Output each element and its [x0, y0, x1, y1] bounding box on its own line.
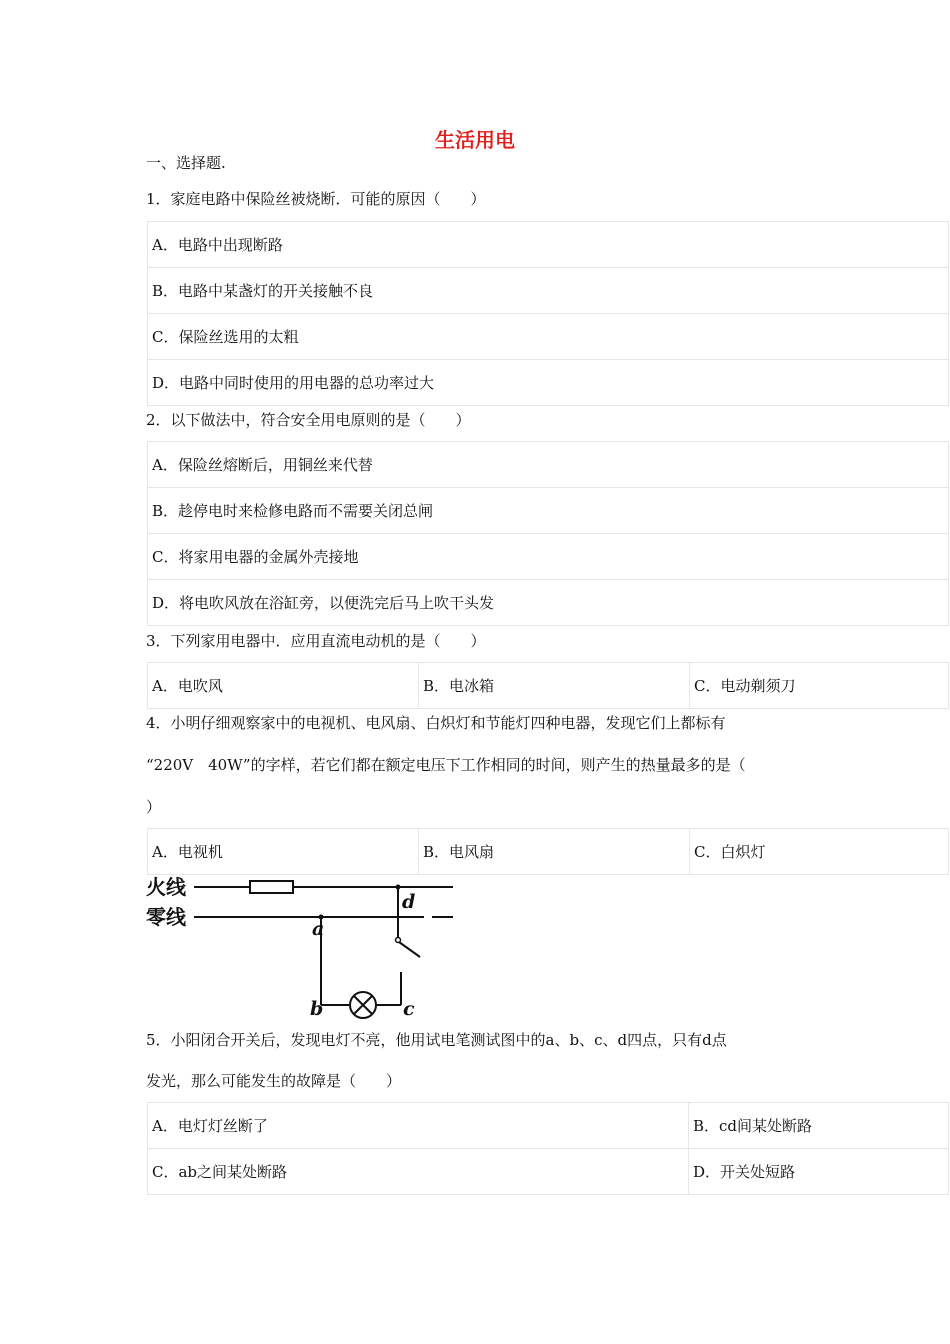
question-3-option-a[interactable]: A．电吹风	[148, 663, 419, 709]
question-4-options	[147, 828, 949, 875]
page-title: 生活用电	[435, 128, 515, 152]
question-3-option-c[interactable]: C．电动剃须刀	[690, 663, 949, 709]
question-1-option-a[interactable]: A．电路中出现断路	[148, 222, 949, 268]
circuit-diagram	[146, 872, 456, 1020]
question-1-option-d[interactable]: D．电路中同时使用的用电器的总功率过大	[148, 360, 949, 406]
question-5-option-d[interactable]: D．开关处短路	[689, 1149, 949, 1195]
neutral-wire-label: 零线	[146, 905, 186, 929]
question-1-options	[147, 221, 949, 406]
question-5-stem-line-1: 5．小阳闭合开关后，发现电灯不亮，他用试电笔测试图中的a、b、c、d四点，只有d点	[146, 1031, 727, 1049]
question-3-option-b[interactable]: B．电冰箱	[419, 663, 690, 709]
question-4-option-c[interactable]: C．白炽灯	[690, 829, 949, 875]
question-2-options	[147, 441, 949, 626]
question-2-option-b[interactable]: B．趁停电时来检修电路而不需要关闭总闸	[148, 488, 949, 534]
question-3-stem: 3．下列家用电器中．应用直流电动机的是（ ）	[146, 632, 486, 650]
question-4-stem-line-3: ）	[146, 798, 162, 816]
question-5-option-c[interactable]: C．ab之间某处断路	[148, 1149, 689, 1195]
question-5-option-a[interactable]: A．电灯灯丝断了	[148, 1103, 689, 1149]
question-3-options	[147, 662, 949, 709]
question-1-stem: 1．家庭电路中保险丝被烧断．可能的原因（ ）	[146, 190, 486, 208]
question-5-options	[147, 1102, 949, 1195]
question-1-option-c[interactable]: C．保险丝选用的太粗	[148, 314, 949, 360]
question-4-option-b[interactable]: B．电风扇	[419, 829, 690, 875]
question-5-stem-line-2: 发光，那么可能发生的故障是（ ）	[146, 1072, 402, 1090]
question-2-stem: 2．以下做法中，符合安全用电原则的是（ ）	[146, 411, 471, 429]
question-4-stem-line-2: “220V 40W”的字样，若它们都在额定电压下工作相同的时间，则产生的热量最多的是（	[146, 756, 746, 774]
question-2-option-c[interactable]: C．将家用电器的金属外壳接地	[148, 534, 949, 580]
point-d-label: d	[402, 891, 416, 913]
point-b-label: b	[310, 998, 324, 1020]
live-wire-label: 火线	[146, 875, 186, 899]
question-5-option-b[interactable]: B．cd间某处断路	[689, 1103, 949, 1149]
switch-icon	[399, 942, 420, 957]
point-a-label: a	[312, 918, 325, 940]
question-4-option-a[interactable]: A．电视机	[148, 829, 419, 875]
question-4-stem-line-1: 4．小明仔细观察家中的电视机、电风扇、白炽灯和节能灯四种电器，发现它们上都标有	[146, 714, 726, 732]
point-c-label: c	[403, 998, 415, 1020]
question-2-option-d[interactable]: D．将电吹风放在浴缸旁，以便洗完后马上吹干头发	[148, 580, 949, 626]
fuse-icon	[250, 881, 293, 893]
section-heading: 一、选择题.	[146, 154, 226, 172]
question-1-option-b[interactable]: B．电路中某盏灯的开关接触不良	[148, 268, 949, 314]
question-2-option-a[interactable]: A．保险丝熔断后，用铜丝来代替	[148, 442, 949, 488]
